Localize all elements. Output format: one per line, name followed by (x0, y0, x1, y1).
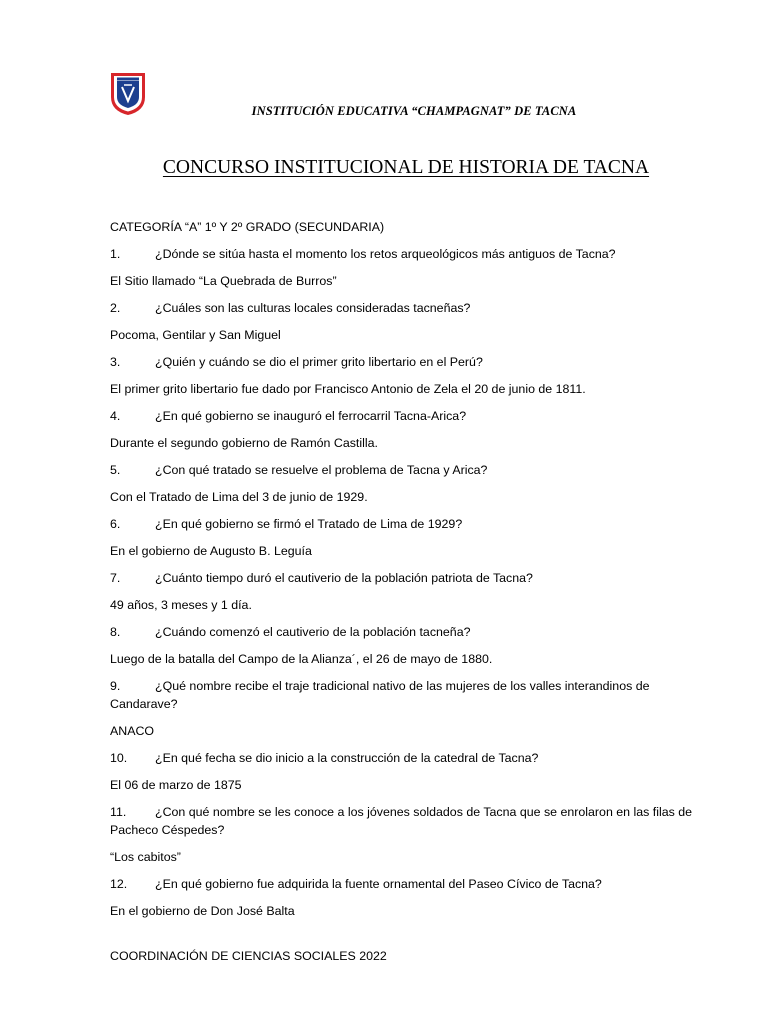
question-number: 11. (110, 805, 127, 819)
question (110, 245, 700, 263)
question (110, 461, 700, 479)
contest-title: CONCURSO INSTITUCIONAL DE HISTORIA DE TACNA (162, 157, 650, 178)
question (110, 803, 700, 839)
question (110, 569, 700, 587)
answer-text: “Los cabitos” (110, 850, 181, 864)
question-text: ¿En qué fecha se dio inicio a la construcción de la catedral de Tacna? (155, 751, 539, 765)
answer-text: Durante el segundo gobierno de Ramón Castilla. (110, 436, 378, 450)
question-text: ¿Qué nombre recibe el traje tradicional nativo de las mujeres de los valles interandinos de Candarave? (110, 679, 650, 711)
answer-text: Pocoma, Gentilar y San Miguel (110, 328, 281, 342)
question-number: 8. (110, 625, 121, 639)
question-text: ¿Con qué nombre se les conoce a los jóvenes soldados de Tacna que se enrolaron en las filas de Pacheco Céspedes? (110, 805, 693, 837)
answer-text: 49 años, 3 meses y 1 día. (110, 598, 252, 612)
question-text: ¿Quién y cuándo se dio el primer grito libertario en el Perú? (155, 355, 483, 369)
question-number: 2. (110, 301, 121, 315)
question-text: ¿Cuánto tiempo duró el cautiverio de la población patriota de Tacna? (155, 571, 533, 585)
question (110, 875, 700, 893)
question-text: ¿En qué gobierno se firmó el Tratado de Lima de 1929? (155, 517, 463, 531)
question (110, 299, 700, 317)
question-text: ¿Cuándo comenzó el cautiverio de la población tacneña? (155, 625, 471, 639)
question-text: ¿Dónde se sitúa hasta el momento los retos arqueológicos más antiguos de Tacna? (155, 247, 616, 261)
question-text: ¿Con qué tratado se resuelve el problema de Tacna y Arica? (155, 463, 488, 477)
question (110, 407, 700, 425)
question-number: 4. (110, 409, 121, 423)
question-number: 7. (110, 571, 121, 585)
institution-name: INSTITUCIÓN EDUCATIVA “CHAMPAGNAT” DE TACNA (251, 104, 577, 118)
question-number: 12. (110, 877, 128, 891)
question-text: ¿En qué gobierno fue adquirida la fuente ornamental del Paseo Cívico de Tacna? (155, 877, 602, 891)
question (110, 749, 700, 767)
answer-text: El Sitio llamado “La Quebrada de Burros” (110, 274, 337, 288)
answer-text: El primer grito libertario fue dado por Francisco Antonio de Zela el 20 de junio de 1811. (110, 382, 586, 396)
question-list (110, 218, 700, 929)
question-text: ¿En qué gobierno se inauguró el ferrocarril Tacna-Arica? (155, 409, 467, 423)
footer-text: COORDINACIÓN DE CIENCIAS SOCIALES 2022 (110, 949, 387, 963)
category-heading: CATEGORÍA “A” 1º Y 2º GRADO (SECUNDARIA) (110, 220, 385, 234)
question (110, 515, 700, 533)
question (110, 623, 700, 641)
question-number: 5. (110, 463, 121, 477)
question-text: ¿Cuáles son las culturas locales consideradas tacneñas? (155, 301, 471, 315)
answer-text: En el gobierno de Augusto B. Leguía (110, 544, 312, 558)
question-number: 10. (110, 751, 128, 765)
question-number: 3. (110, 355, 121, 369)
question-number: 1. (110, 247, 121, 261)
question (110, 353, 700, 371)
question (110, 677, 700, 713)
question-number: 6. (110, 517, 121, 531)
answer-text: ANACO (110, 724, 155, 738)
answer-text: Luego de la batalla del Campo de la Alianza´, el 26 de mayo de 1880. (110, 652, 493, 666)
question-number: 9. (110, 679, 121, 693)
answer-text: Con el Tratado de Lima del 3 de junio de 1929. (110, 490, 368, 504)
answer-text: El 06 de marzo de 1875 (110, 778, 242, 792)
answer-text: En el gobierno de Don José Balta (110, 904, 295, 918)
